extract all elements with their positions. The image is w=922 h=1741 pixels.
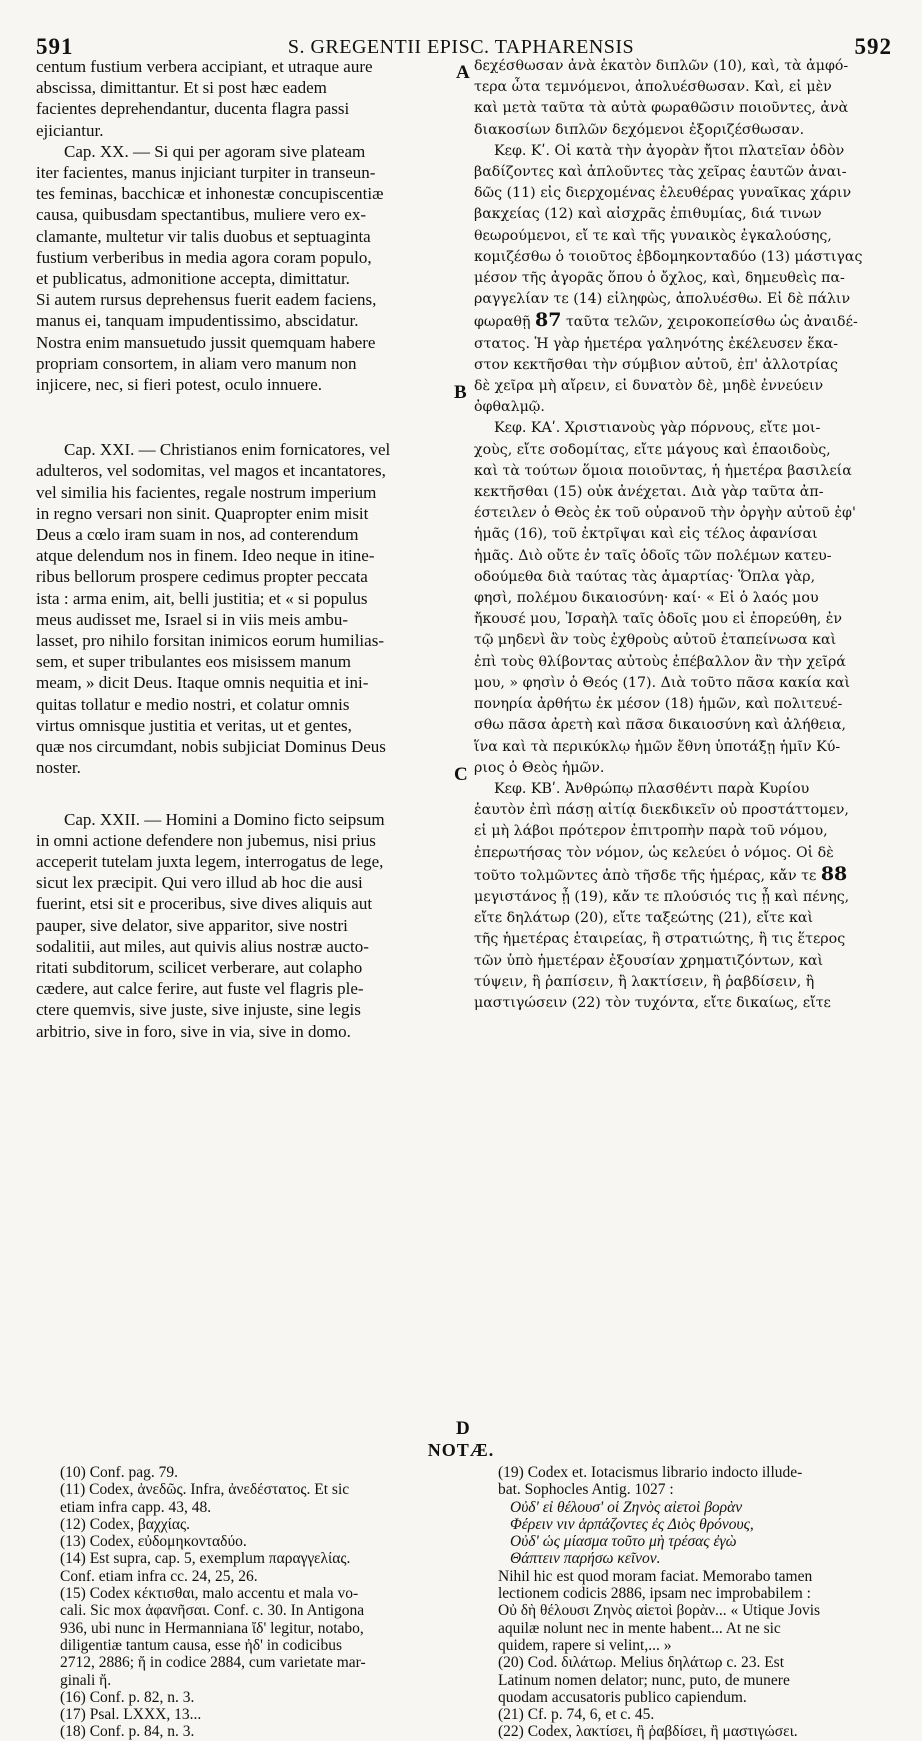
chapter-heading-xxii: Cap. XXII. — Homini a Domino ficto seipsum — [64, 809, 385, 829]
text-line: tes feminas, bacchicæ et inhonestæ concupiscentiæ — [36, 184, 384, 204]
text-line: ὀφθαλμῷ. — [474, 399, 545, 416]
text-line: σθω πᾶσα ἀρετὴ καὶ πᾶσα δικαιοσύνη καὶ ἀλήθεια, — [474, 717, 847, 734]
note-line: ginali ἤ. — [60, 1671, 112, 1689]
page-number-left: 591 — [36, 34, 74, 59]
text-line: sodalitii, aut miles, aut quivis alius nostræ aucto- — [36, 936, 369, 956]
chapter-heading-k: Κεφ. Κʹ. Οἱ κατὰ τὴν ἀγορὰν ἤτοι πλατεῖαν ὁδὸν — [494, 142, 845, 159]
text-line: Si autem rursus deprehensus fuerit eadem faciens, — [36, 290, 377, 310]
text-line — [474, 864, 892, 887]
text-line: manus ei, tanquam impudentissimo, abscidatur. — [36, 311, 359, 331]
text-line: meus audisset me, Israel si in viis meis ambu- — [36, 609, 349, 629]
note-line: cali. Sic mox ἀφανῆσαι. Conf. c. 30. In Antigona — [60, 1602, 365, 1620]
text-line: ἐπὶ τοὺς θλίβοντας αὐτοὺς ἐπέβαλλον ἂν τὴν χεῖρά — [474, 653, 846, 670]
text-line: μου, » φησὶν ὁ Θεός (17). Διὰ τοῦτο πᾶσα κακία καὶ — [474, 674, 851, 691]
note-line: aquilæ nolunt nec in mente habent... At ne sic — [498, 1619, 781, 1637]
text-line: atque delendum nos in finem. Ideo neque in itine- — [36, 546, 375, 566]
text-line: cædere, aut calce ferire, aut fuste vel flagris ple- — [36, 979, 364, 999]
text-fragment: τοῦτο τολμῶντες ἀπὸ τῆσδε τῆς ἡμέρας, κἄν τε — [474, 867, 821, 884]
text-line: ritati subditorum, scilicet verberare, aut colapho — [36, 957, 363, 977]
text-line: ἑαυτὸν ἐπὶ πάσῃ αἰτίᾳ διεκδικεῖν οὐ προστάττομεν, — [474, 802, 849, 819]
text-line: στατος. Ἡ γὰρ ἡμετέρα γαληνότης ἐκέλευσεν ἕκα- — [474, 335, 839, 352]
text-line: in omni actione defendere non jubemus, nisi prius — [36, 830, 376, 850]
text-line: quitas tollatur e medio nostri, et colatur omnis — [36, 694, 350, 714]
text-line: et publicatus, admonitione accepta, dimittatur. — [36, 269, 350, 289]
text-line: acceperit tutelam juxta legem, interrogatus de lege, — [36, 851, 384, 871]
text-line: meam, » dicit Deus. Itaque omnis nequitia et ini- — [36, 673, 369, 693]
text-line: τῆς ἡμετέρας ἑταιρείας, ἢ στρατιώτης, ἢ τις ἕτερος — [474, 931, 846, 948]
notes-right-column — [498, 1464, 892, 1741]
note-line: (20) Cod. διλάτωρ. Melius δηλάτωρ c. 23. Est — [498, 1654, 785, 1672]
text-line: μαστιγώσειν (22) τὸν τυχόντα, εἴτε δικαίως, εἴτε — [474, 994, 831, 1011]
text-line: adulteros, vel sodomitas, vel magos et incantatores, — [36, 461, 386, 481]
page-number-right: 592 — [854, 34, 892, 59]
text-line: μεγιστάνος ᾖ (19), κἄν τε πλούσιός τις ᾖ καὶ πένης, — [474, 888, 850, 905]
text-line: arbitrio, sive in foro, sive in via, sive in domo. — [36, 1021, 351, 1041]
chapter-heading-xx: Cap. XX. — Si qui per agoram sive plateam — [64, 141, 366, 161]
note-line: (10) Conf. pag. 79. — [60, 1464, 178, 1481]
notes-heading: NOTÆ. — [427, 1440, 495, 1460]
note-line: (22) Codex, λακτίσει, ἢ ῥαβδίσει, ἢ μαστιγώσει. — [498, 1723, 798, 1741]
edition-page-marker: 88 — [820, 862, 848, 885]
text-line: ἡμᾶς. Διὸ οὔτε ἐν ταῖς ὁδοῖς τῶν πολέμων κατευ- — [474, 547, 832, 564]
text-fragment: φωραθῇ — [474, 314, 535, 331]
note-line: quidem, rapere si velint,... » — [498, 1636, 672, 1654]
chapter-heading-ka: Κεφ. ΚΑʹ. Χριστιανοὺς γὰρ πόρνους, εἴτε μοι- — [494, 420, 821, 437]
text-line: clamante, multetur vir talis duobus et septuaginta — [36, 226, 371, 246]
text-line: στον κεκτῆσθαι τὴν σύμβιον αὐτοῦ, ἐπ' ἀλλοτρίας — [474, 356, 838, 373]
text-line: φησὶ, πολέμου δικαιοσύνη· καί· « Εἰ ὁ λαός μου — [474, 590, 819, 607]
text-line: ribus bellorum prospere cedimus propter peccata — [36, 567, 368, 587]
text-line: τῷ μηδενὶ ἂν τοὺς ἐχθροὺς αὐτοῦ ἐταπείνωσα καὶ — [474, 632, 837, 649]
verse-line: Οὐδ' εἰ θέλουσ' οἱ Ζηνὸς αἰετοὶ βορὰν — [510, 1498, 743, 1516]
text-line: facientes deprehendantur, ducenta flagra passi — [36, 99, 350, 119]
text-line: κομιζέσθω ὁ τοιοῦτος ἑβδομηκονταδύο (13) μάστιγας — [474, 248, 863, 265]
text-line: Nostra enim mansuetudo jussit quemquam habere — [36, 332, 376, 352]
text-fragment: ταῦτα τελῶν, χειροκοπείσθω ὡς ἀναιδέ- — [561, 314, 858, 331]
text-line: propriam consortem, in aliam vero manum non — [36, 353, 357, 373]
greek-column — [474, 56, 892, 1014]
margin-letter-d: D — [456, 1418, 470, 1439]
text-line: ριος ὁ Θεὸς ἡμῶν. — [474, 759, 605, 776]
text-line: vel similia his facientes, regale nostrum imperium — [36, 482, 377, 502]
text-line: centum fustium verbera accipiant, et utraque aure — [36, 57, 373, 76]
text-line: χοὺς, εἴτε σοδομίτας, εἴτε μάγους καὶ ἐπαοιδοὺς, — [474, 441, 831, 458]
text-line: διακοσίων διπλῶν δεχόμενοι ἐξοριζέσθωσαν. — [474, 121, 805, 138]
latin-column — [36, 56, 454, 1042]
text-line: τύψειν, ἢ ῥαπίσειν, ἢ λακτίσειν, ἢ ῥαβδίσειν, ἢ — [474, 973, 815, 990]
note-line: Οὐ δὴ θέλουσι Ζηνὸς αἰετοὶ βορὰν... « Utique Jovis — [498, 1602, 821, 1620]
note-line: (14) Est supra, cap. 5, exemplum παραγγελίας. — [60, 1550, 351, 1568]
text-line: quæ nos circumdant, nobis subjiciat Dominus Deus — [36, 737, 386, 757]
note-line: quodam accusatoris publico capiendum. — [498, 1688, 747, 1706]
text-line: pauper, sive delator, sive apparitor, sive nostri — [36, 915, 348, 935]
text-line: δῶς (11) εἰς διερχομένας ἐλευθέρας γυναῖκας χάριν — [474, 185, 852, 202]
note-line: (15) Codex κέκτισθαι, malo accentu et mala vo- — [60, 1585, 359, 1603]
text-line: sicut lex præcipit. Qui vero illud ab hoc die ausi — [36, 873, 363, 893]
text-line: πονηρία ἀρθήτω ἐκ μέσον (18) ἡμῶν, καὶ πολιτευέ- — [474, 696, 843, 713]
text-line: θεωρούμενοι, εἴ τε καὶ τῆς γυναικὸς ἐγκαλούσης, — [474, 227, 832, 244]
note-line: (12) Codex, βαχχίας. — [60, 1515, 190, 1533]
page-header — [0, 10, 922, 60]
note-line: Nihil hic est quod moram faciat. Memorabo tamen — [498, 1567, 813, 1585]
margin-letter-c: C — [454, 764, 468, 785]
text-line: βακχείας (12) καὶ αἰσχρᾶς ἐπιθυμίας, διά τινων — [474, 206, 822, 223]
running-title: S. GREGENTII EPISC. TAPHARENSIS — [287, 36, 635, 58]
text-line: ἐπερωτήσας τὸν νόμον, ὡς κελεύει ὁ νόμος. Οἱ δὲ — [474, 844, 834, 861]
note-line: (18) Conf. p. 84, n. 3. — [60, 1723, 195, 1741]
text-line: lasset, pro nihilo forsitan inimicos eorum humilias- — [36, 631, 384, 651]
chapter-heading-kb: Κεφ. ΚΒʹ. Ἀνθρώπῳ πλασθέντι παρὰ Κυρίου — [494, 780, 810, 797]
text-line: iter facientes, manus injiciant turpiter in transeun- — [36, 163, 376, 183]
text-line: τῶν ὑπὸ ἡμετέραν ἐξουσίαν χρηματιζόντων, καὶ — [474, 952, 824, 969]
note-line: etiam infra capp. 43, 48. — [60, 1498, 212, 1516]
note-line: (17) Psal. LXXX, 13... — [60, 1706, 202, 1724]
text-line: εἴτε δηλάτωρ (20), εἴτε ταξεώτης (21), εἴτε καὶ — [474, 910, 814, 927]
text-line: μέσον τῆς ἀγορᾶς ὅπου ὁ ὄχλος, καὶ, δημευθεὶς πα- — [474, 270, 845, 287]
text-line: sem, et super tribulantes eos misissem manum — [36, 652, 351, 672]
verse-line: Οὐδ' ὡς μίασμα τοῦτο μὴ τρέσας ἐγὼ — [510, 1533, 737, 1551]
text-line: virtus omnisque justitia et veritas, ut et gentes, — [36, 715, 352, 735]
text-line: τερα ὦτα τεμνόμενοι, ἀπολυέσθωσαν. Καὶ, εἰ μὲν — [474, 79, 832, 96]
edition-page-marker: 87 — [534, 309, 562, 332]
text-line: δεχέσθωσαν ἀνὰ ἑκατὸν διπλῶν (10), καὶ, τὰ ἀμφό- — [474, 58, 849, 74]
note-line: (21) Cf. p. 74, 6, et c. 45. — [498, 1706, 655, 1724]
text-line: ista : arma enim, ait, belli justitia; et « si populus — [36, 588, 368, 608]
text-line: causa, quibusdam spectantibus, muliere vero ex- — [36, 205, 366, 225]
text-line: κεκτῆσθαι (15) οὐκ ἀνέχεται. Διὰ γὰρ ταῦτα ἀπ- — [474, 484, 824, 501]
text-line: ejiciantur. — [36, 120, 104, 140]
text-line: καὶ μετὰ ταῦτα τὰ αὐτὰ φωραθῶσιν ποιοῦντες, ἀνὰ — [474, 100, 849, 117]
text-line: abscissa, dimittantur. Et si post hæc eadem — [36, 78, 327, 98]
notes-left-column — [60, 1464, 460, 1741]
note-line: (11) Codex, ἀνεδῶς. Infra, ἀνεδέστατος. Et sic — [60, 1481, 350, 1499]
verse-line: Θάπτειν παρήσω κεῖνον. — [510, 1550, 661, 1568]
margin-letter-a: A — [456, 62, 470, 83]
text-line: in regno versari non sinit. Quapropter enim misit — [36, 503, 369, 523]
note-line: (16) Conf. p. 82, n. 3. — [60, 1688, 195, 1706]
text-line: fustium verberibus in media agora coram populo, — [36, 247, 372, 267]
text-line: Deus a cœlo iram suam in nos, ad conterendum — [36, 525, 359, 545]
text-line: ἵνα καὶ τὰ περικύκλῳ ἡμῶν ἔθνη ὑποτάξῃ ἡμῖν Κύ- — [474, 738, 841, 755]
text-line: injicere, nec, si fieri potest, oculo innuere. — [36, 375, 323, 395]
text-line — [474, 310, 892, 333]
text-line: καὶ τὰ τούτων ὅμοια ποιοῦντας, ἡ ἡμετέρα βασιλεία — [474, 462, 852, 479]
text-line: ἤκουσέ μου, Ἰσραὴλ ταῖς ὁδοῖς μου εἰ ἐπορεύθη, ἐν — [474, 611, 842, 628]
chapter-heading-xxi: Cap. XXI. — Christianos enim fornicatores, vel — [64, 440, 391, 460]
text-line: εἰ μὴ λάβοι πρότερον ἐπιτροπὴν παρὰ τοῦ νόμου, — [474, 823, 828, 840]
text-line: οδούμεθα διὰ ταύτας τὰς ἁμαρτίας· Ὅπλα γὰρ, — [474, 568, 816, 585]
text-line: έστειλεν ὁ Θεὸς ἐκ τοῦ οὐρανοῦ τὴν ὀργὴν αὐτοῦ ἐφ' — [474, 505, 856, 522]
note-line: Conf. etiam infra cc. 24, 25, 26. — [60, 1567, 258, 1585]
note-line: (19) Codex et. Iotacismus librario indocto illude- — [498, 1464, 803, 1481]
note-line: (13) Codex, εὐδομηκονταδύο. — [60, 1533, 247, 1551]
margin-letter-b: B — [454, 382, 467, 403]
text-line: ἡμᾶς (16), τοῦ ἐκτρῖψαι καὶ εἰς τέλος ἀφανίσαι — [474, 526, 818, 543]
text-line: fuerint, etsi sit e proceribus, sive dives aliquis aut — [36, 894, 373, 914]
note-line: Latinum nomen delator; nunc, puto, de munere — [498, 1671, 790, 1689]
text-line: ctere quemvis, sive juste, sive injuste, sine legis — [36, 1000, 361, 1020]
text-line: δὲ χεῖρα μὴ αἴρειν, εἰ δυνατὸν δὲ, μηδὲ ἐννεύειν — [474, 378, 824, 395]
text-line: βαδίζοντες καὶ ἁπλοῦντες τὰς χεῖρας ἑαυτῶν ἀναι- — [474, 164, 847, 181]
note-line: 2712, 2886; ἤ in codice 2884, cum varietate mar- — [60, 1654, 366, 1672]
note-line: bat. Sophocles Antig. 1027 : — [498, 1481, 674, 1499]
verse-line: Φέρειν νιν ἁρπάζοντες ἐς Διὸς θρόνους, — [510, 1515, 754, 1533]
text-line: noster. — [36, 758, 81, 778]
note-line: lectionem codicis 2886, ipsam nec improbabilem : — [498, 1585, 811, 1603]
note-line: 936, ubi nunc in Hermanniana ἴδ' legitur, notabo, — [60, 1619, 364, 1637]
note-line: diligentiæ tantum causa, esse ἠδ' in codicibus — [60, 1636, 343, 1654]
text-line: ραγγελίαν τε (14) εἰληφὼς, ἀπολυέσθω. Εἰ δὲ πάλιν — [474, 291, 851, 308]
